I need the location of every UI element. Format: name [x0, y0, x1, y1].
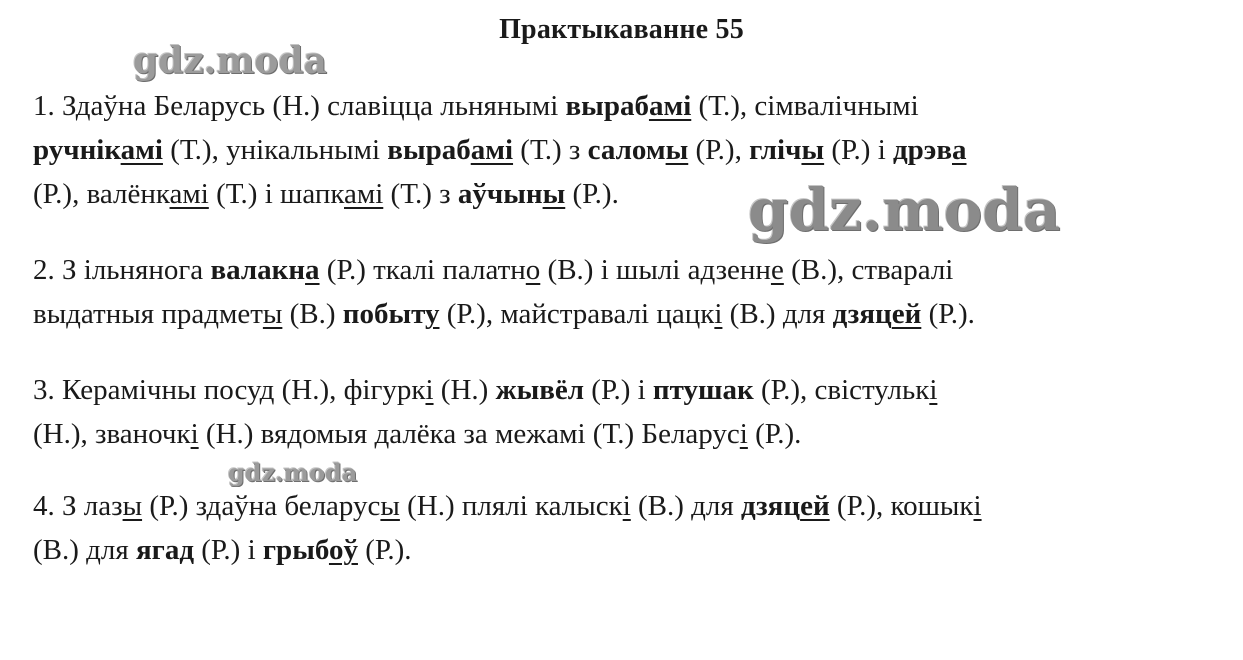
text-segment: (Р.). — [565, 178, 619, 210]
text-line — [33, 128, 1223, 172]
text-segment: выдатныя прадмет — [33, 298, 263, 330]
text-segment: жывёл — [495, 374, 585, 406]
text-segment: побыт — [342, 298, 425, 330]
text-segment: аўчын — [457, 178, 543, 210]
text-segment: (Т.) з — [513, 134, 588, 166]
text-segment: гліч — [749, 134, 802, 166]
text-segment: выраб — [387, 134, 471, 166]
text-segment: (Р.) і — [194, 534, 263, 566]
watermark-logo: gdz.moda — [133, 40, 327, 82]
text-segment: (Р.). — [747, 418, 802, 450]
text-line — [33, 248, 1223, 292]
text-segment: ы — [122, 490, 143, 522]
text-segment: птушак — [652, 374, 754, 406]
text-segment: амі — [648, 90, 692, 122]
text-segment: 3. Керамічны посуд (Н.), фігурк — [33, 374, 426, 406]
text-segment: (Н.) плялі калыск — [399, 490, 623, 522]
text-segment: е — [770, 254, 784, 286]
text-segment: грыб — [262, 534, 329, 566]
text-segment: салом — [587, 134, 666, 166]
text-segment: і — [622, 490, 631, 522]
text-segment: (Р.). — [921, 298, 975, 330]
text-segment: (Т.) і шапк — [208, 178, 344, 210]
text-segment: амі — [344, 178, 384, 210]
text-segment: ы — [542, 178, 566, 210]
text-segment: дрэв — [893, 134, 952, 166]
text-segment: 4. З лаз — [33, 490, 123, 522]
text-segment: амі — [470, 134, 514, 166]
text-segment: ручнік — [33, 134, 121, 166]
text-segment: дзяц — [741, 490, 801, 522]
text-segment: валакн — [210, 254, 306, 286]
text-segment: (В.) для — [630, 490, 741, 522]
text-segment: (Р.) і — [824, 134, 893, 166]
text-segment: амі — [120, 134, 163, 166]
text-segment: а — [305, 254, 320, 286]
text-segment: і — [190, 418, 199, 450]
text-segment: (Р.) і — [584, 374, 653, 406]
text-segment: о — [525, 254, 541, 286]
text-segment: ы — [380, 490, 400, 522]
text-segment: (Р.) ткалі палатн — [319, 254, 526, 286]
text-segment: ей — [891, 298, 922, 330]
watermark-logo: gdz.moda — [748, 176, 1061, 244]
text-segment: (Т.), сімвалічнымі — [691, 90, 919, 122]
text-segment: (Р.), свістульк — [753, 374, 930, 406]
text-segment: ягад — [135, 534, 195, 566]
text-segment: (Н.) вядомыя далёка за межамі (Т.) Беларус — [198, 418, 740, 450]
paragraph-2 — [33, 248, 1223, 336]
text-segment: а — [952, 134, 967, 166]
text-segment: і — [714, 298, 723, 330]
text-segment: (В.) і шылі адзенн — [540, 254, 771, 286]
text-segment: і — [425, 374, 434, 406]
text-segment: оў — [328, 534, 358, 566]
text-segment: (Т.), унікальнымі — [162, 134, 388, 166]
text-segment: (В.) для — [33, 534, 136, 566]
text-segment: ей — [800, 490, 830, 522]
text-segment: (В.) — [282, 298, 343, 330]
text-segment: (Н.) — [433, 374, 496, 406]
text-segment: (Р.), кошык — [829, 490, 974, 522]
text-line — [33, 368, 1223, 412]
text-line — [33, 484, 1223, 528]
text-segment: і — [973, 490, 982, 522]
text-segment: 2. З ільнянога — [33, 254, 211, 286]
text-segment: 1. Здаўна Беларусь (Н.) славіцца льнянымі — [33, 90, 566, 122]
text-segment: і — [929, 374, 938, 406]
paragraph-3 — [33, 368, 1223, 456]
text-segment: амі — [169, 178, 209, 210]
page-title: Практыкаванне 55 — [499, 14, 744, 45]
text-segment: выраб — [565, 90, 649, 122]
paragraph-4 — [33, 484, 1223, 572]
text-line — [33, 292, 1223, 336]
text-segment: (Р.), валёнк — [33, 178, 170, 210]
text-segment: (Н.), званочк — [33, 418, 191, 450]
text-segment: (Т.) з — [383, 178, 458, 210]
text-segment: і — [739, 418, 748, 450]
text-segment: ы — [262, 298, 283, 330]
text-line — [33, 528, 1223, 572]
text-line — [33, 84, 1223, 128]
text-line — [33, 412, 1223, 456]
text-segment: у — [425, 298, 440, 330]
text-segment: ы — [801, 134, 825, 166]
text-segment: ы — [665, 134, 689, 166]
text-segment: (Р.), майстравалі цацк — [439, 298, 715, 330]
text-segment: (Р.) здаўна беларус — [142, 490, 381, 522]
text-segment: (Р.). — [357, 534, 412, 566]
text-segment: (Р.), — [688, 134, 750, 166]
text-segment: (В.), стваралі — [783, 254, 954, 286]
text-segment: (В.) для — [722, 298, 833, 330]
watermark-logo: gdz.moda — [228, 458, 358, 487]
text-segment: дзяц — [832, 298, 892, 330]
